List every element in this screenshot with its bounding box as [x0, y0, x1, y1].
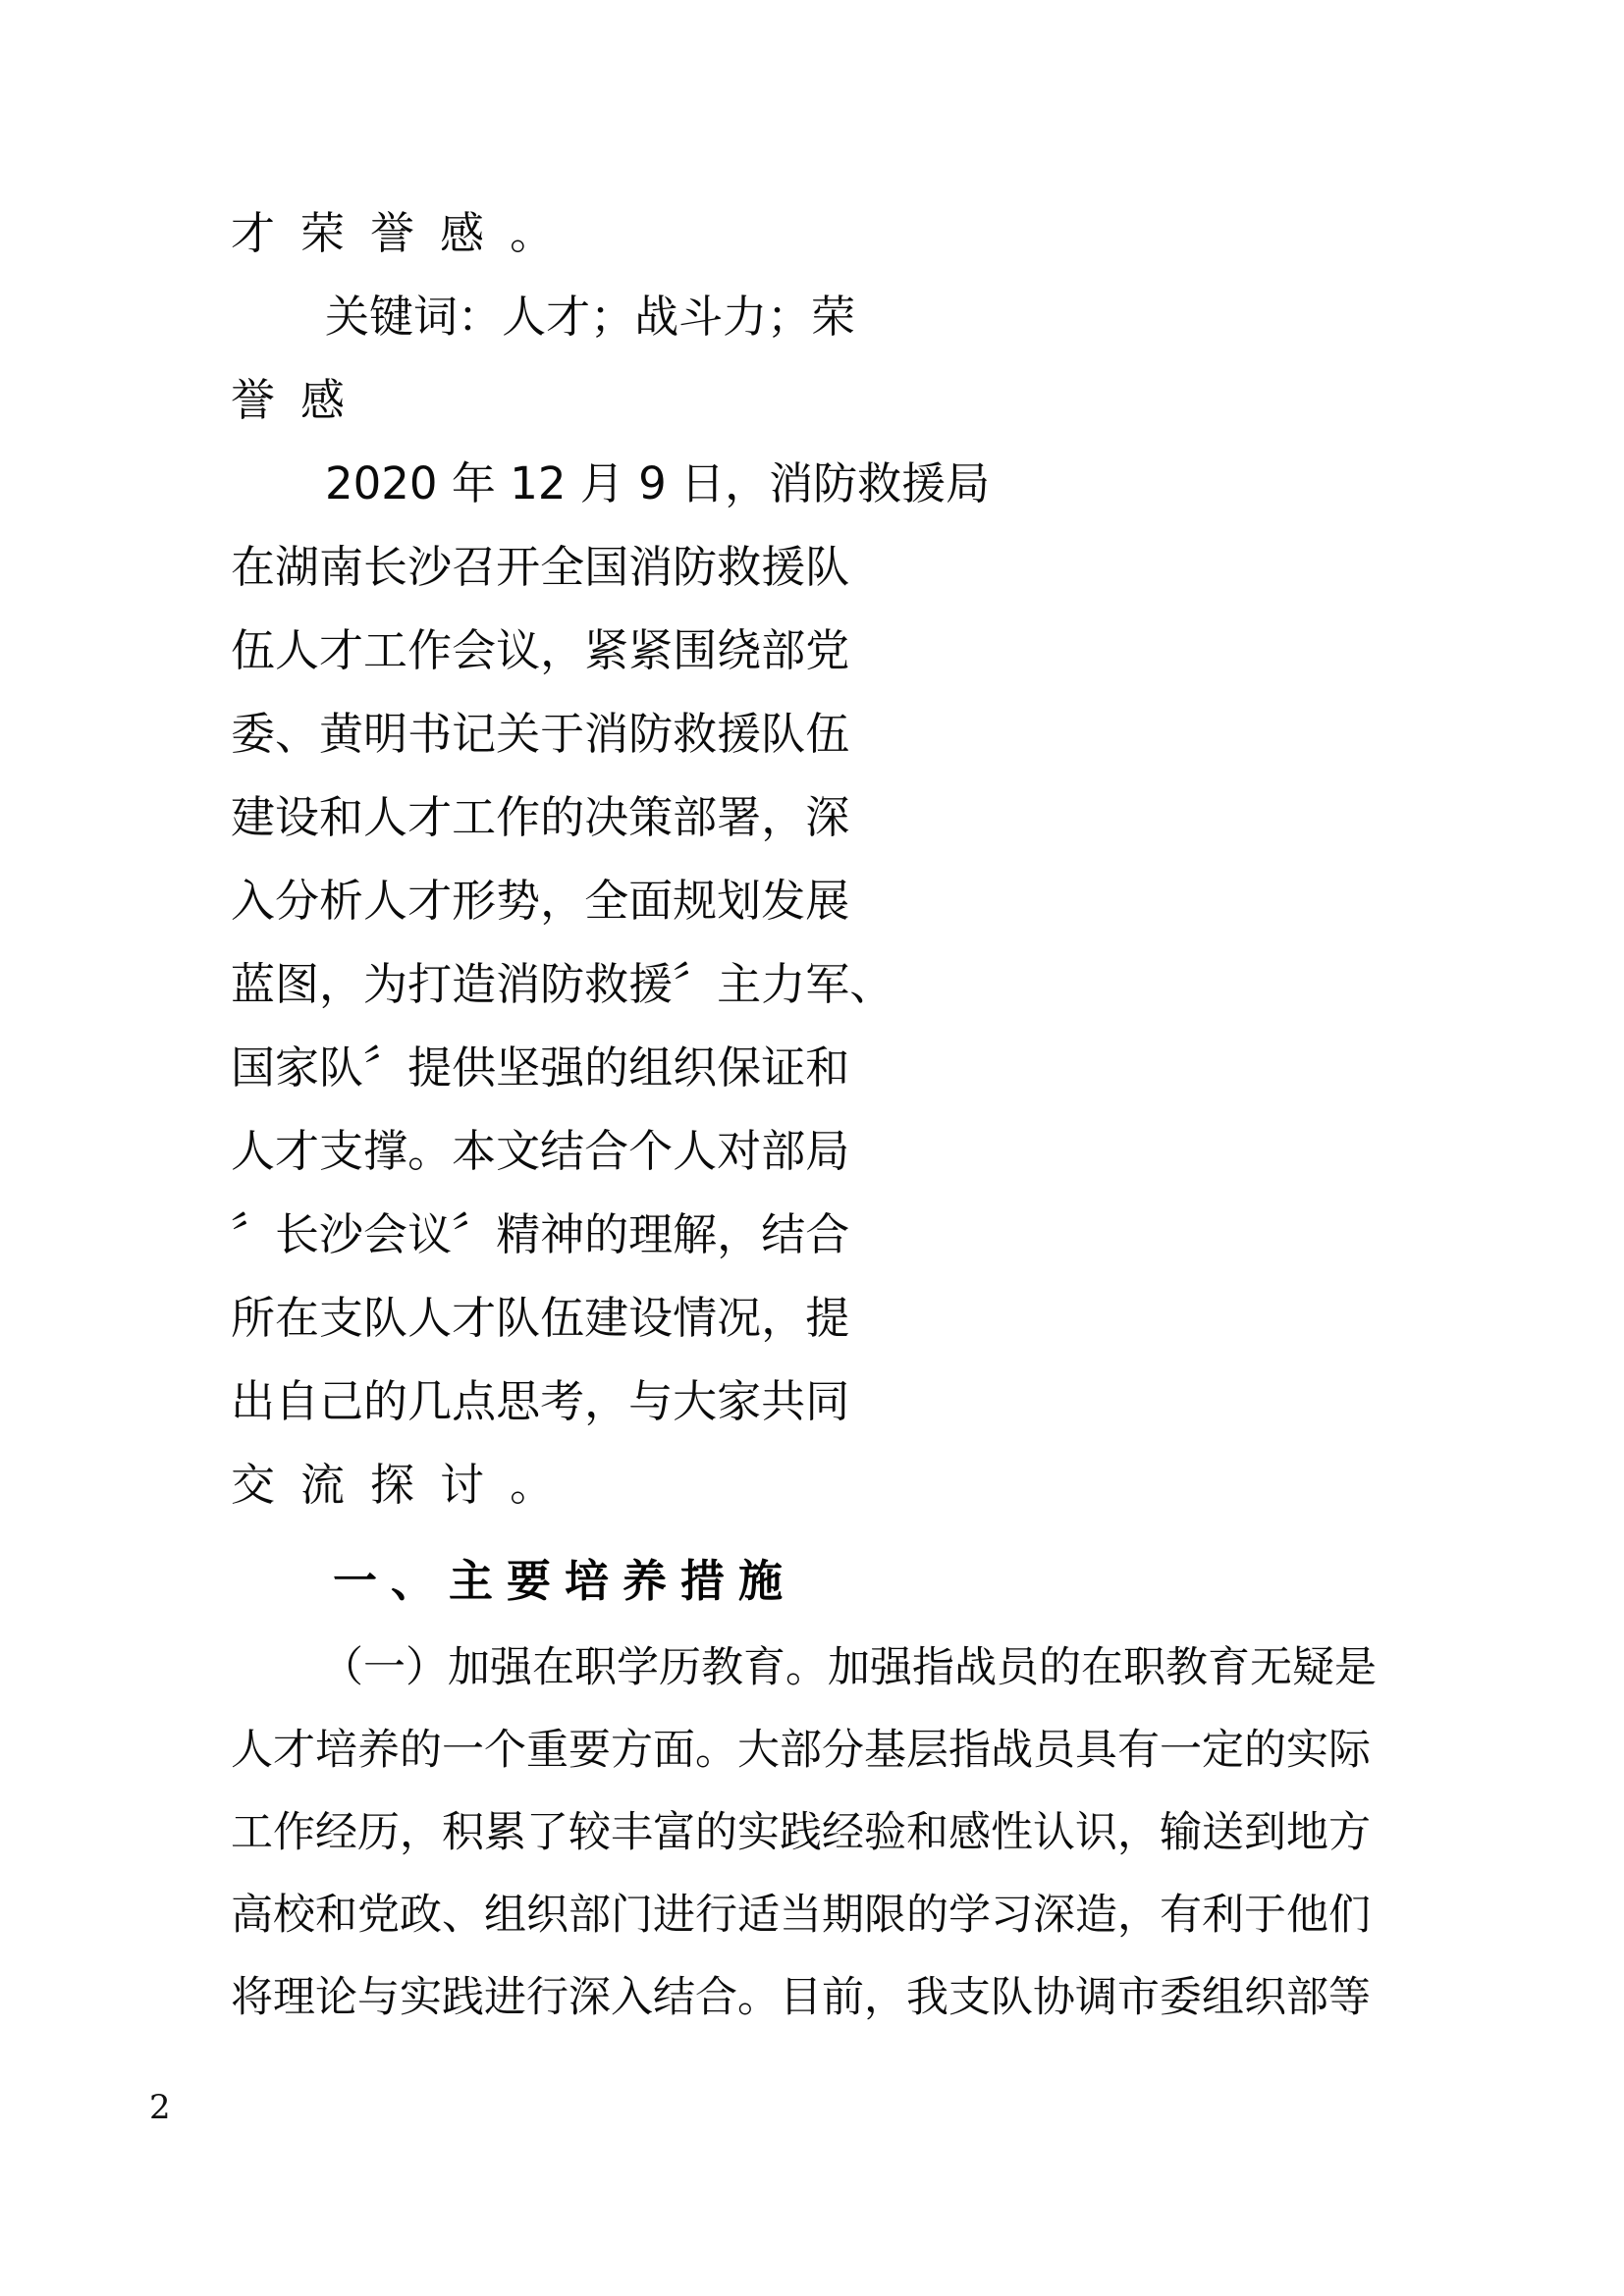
- abstract-tail-line: [231, 191, 1370, 275]
- glyph: 才: [231, 207, 301, 259]
- glyph: 书: [407, 708, 453, 760]
- glyph: 作: [407, 624, 453, 676]
- glyph: 才: [407, 791, 453, 843]
- glyph: 。: [510, 207, 580, 259]
- glyph: 日: [680, 457, 726, 509]
- glyph: 提: [805, 1292, 850, 1344]
- glyph: 队: [319, 1041, 364, 1094]
- glyph: 词: [413, 291, 459, 343]
- glyph: 会: [452, 624, 497, 676]
- glyph: 力: [723, 291, 768, 343]
- glyph: 部: [761, 624, 806, 676]
- glyph: 救: [717, 541, 762, 593]
- glyph: ，: [725, 457, 770, 509]
- glyph: 议: [496, 624, 541, 676]
- glyph: 人: [407, 1292, 453, 1344]
- glyph: 全: [584, 875, 629, 927]
- glyph: 湖: [275, 541, 320, 593]
- glyph: 的: [584, 1208, 629, 1260]
- glyph: 人: [673, 1125, 718, 1177]
- glyph: 救: [673, 708, 718, 760]
- glyph: 0: [352, 457, 382, 509]
- glyph: 消: [769, 457, 814, 509]
- glyph: 伍: [805, 708, 850, 760]
- body-paragraph: [231, 1627, 1377, 2039]
- glyph: 开: [496, 541, 541, 593]
- glyph: 〞: [363, 1041, 408, 1094]
- glyph: 解: [673, 1208, 718, 1260]
- glyph: 深: [805, 791, 850, 843]
- glyph: 同: [805, 1375, 850, 1427]
- glyph: 〞: [673, 958, 718, 1010]
- glyph: 几: [407, 1375, 453, 1427]
- glyph: 局: [946, 457, 991, 509]
- page-number: 2: [149, 2088, 171, 2127]
- intro-line: [231, 775, 1370, 859]
- glyph: 援: [761, 541, 806, 593]
- glyph: 工: [452, 791, 497, 843]
- glyph: 合: [805, 1208, 850, 1260]
- glyph: 明: [363, 708, 408, 760]
- glyph: [496, 442, 510, 525]
- glyph: ，: [540, 875, 585, 927]
- glyph: 的: [540, 791, 585, 843]
- glyph: 援: [717, 708, 762, 760]
- glyph: 强: [540, 1041, 585, 1094]
- glyph: 在: [275, 1292, 320, 1344]
- glyph: 工: [363, 624, 408, 676]
- glyph: 长: [275, 1208, 320, 1260]
- glyph: 支: [319, 1125, 364, 1177]
- glyph: 坚: [496, 1041, 541, 1094]
- glyph: 人: [231, 1125, 276, 1177]
- glyph: 探: [370, 1459, 441, 1511]
- glyph: 绕: [717, 624, 762, 676]
- glyph: 队: [363, 1292, 408, 1344]
- glyph: 0: [408, 457, 438, 509]
- glyph: 感: [300, 374, 371, 426]
- glyph: 荣: [811, 291, 856, 343]
- glyph: 入: [231, 875, 276, 927]
- glyph: 交: [231, 1459, 301, 1511]
- glyph: 大: [673, 1375, 718, 1427]
- glyph: 誉: [370, 207, 441, 259]
- glyph: [667, 442, 680, 525]
- glyph: 防: [540, 958, 585, 1010]
- glyph: 析: [319, 875, 364, 927]
- glyph: 才: [407, 875, 453, 927]
- glyph: ，: [761, 791, 806, 843]
- glyph: 年: [451, 457, 496, 509]
- glyph: 人: [502, 291, 547, 343]
- glyph: 与: [628, 1375, 674, 1427]
- glyph: 考: [540, 1375, 585, 1427]
- glyph: 。: [510, 1459, 580, 1511]
- glyph: 消: [584, 708, 629, 760]
- glyph: 结: [540, 1125, 585, 1177]
- glyph: 于: [540, 708, 585, 760]
- glyph: 图: [275, 958, 320, 1010]
- glyph: 会: [363, 1208, 408, 1260]
- glyph: 才: [275, 1125, 320, 1177]
- glyph: 文: [496, 1125, 541, 1177]
- glyph: 策: [628, 791, 674, 843]
- glyph: 救: [584, 958, 629, 1010]
- intro-line: [231, 1276, 1370, 1360]
- glyph: 分: [275, 875, 320, 927]
- glyph: 的: [584, 1041, 629, 1094]
- glyph: ；: [767, 291, 812, 343]
- glyph: ，: [717, 1208, 762, 1260]
- glyph: 队: [805, 541, 850, 593]
- glyph: 设: [275, 791, 320, 843]
- glyph: 情: [673, 1292, 718, 1344]
- glyph: 部: [673, 791, 718, 843]
- glyph: 沙: [319, 1208, 364, 1260]
- body-line: 将理论与实践进行深入结合。目前，我支队协调市委组织部等: [231, 1973, 1371, 2022]
- glyph: 和: [319, 791, 364, 843]
- intro-line: [231, 1360, 1370, 1443]
- glyph: 本: [452, 1125, 497, 1177]
- glyph: 伍: [231, 624, 276, 676]
- glyph: 的: [363, 1375, 408, 1427]
- spacer: [231, 1526, 1370, 1536]
- glyph: 出: [231, 1375, 276, 1427]
- glyph: 流: [300, 1459, 371, 1511]
- glyph: 力: [761, 958, 806, 1010]
- glyph: 消: [628, 541, 674, 593]
- glyph: 键: [369, 291, 414, 343]
- intro-line: [231, 1443, 1370, 1526]
- glyph: 况: [717, 1292, 762, 1344]
- glyph: ：: [458, 291, 503, 343]
- glyph: 1: [510, 457, 538, 509]
- glyph: 供: [452, 1041, 497, 1094]
- glyph: 才: [319, 624, 364, 676]
- glyph: 关: [496, 708, 541, 760]
- glyph: 对: [717, 1125, 762, 1177]
- glyph: 支: [319, 1292, 364, 1344]
- glyph: 点: [452, 1375, 497, 1427]
- body-line: 人才培养的一个重要方面。大部分基层指战员具有一定的实际: [231, 1726, 1371, 1775]
- glyph: 打: [407, 958, 453, 1010]
- glyph: 、: [849, 958, 894, 1010]
- glyph: 在: [231, 541, 276, 593]
- glyph: 黄: [319, 708, 364, 760]
- glyph: 讨: [440, 1459, 511, 1511]
- glyph: 和: [805, 1041, 850, 1094]
- intro-line: [231, 1109, 1370, 1193]
- glyph: ，: [584, 1375, 629, 1427]
- intro-paragraph: [231, 442, 1370, 1526]
- keywords-paragraph: [231, 275, 1370, 442]
- intro-line: [231, 525, 1370, 609]
- glyph: 局: [805, 1125, 850, 1177]
- glyph: 个: [628, 1125, 674, 1177]
- body-line: 高校和党政、组织部门进行适当期限的学习深造，有利于他们: [231, 1891, 1371, 1940]
- glyph: 共: [761, 1375, 806, 1427]
- glyph: 2: [537, 457, 567, 509]
- glyph: 战: [634, 291, 679, 343]
- glyph: 国: [231, 1041, 276, 1094]
- glyph: ，: [761, 1292, 806, 1344]
- glyph: 家: [717, 1375, 762, 1427]
- glyph: 所: [231, 1292, 276, 1344]
- glyph: 才: [452, 1292, 497, 1344]
- glyph: 势: [496, 875, 541, 927]
- glyph: 斗: [678, 291, 724, 343]
- intro-line: [231, 1193, 1370, 1276]
- intro-line: [231, 859, 1370, 942]
- glyph: [624, 442, 638, 525]
- body-line: （一）加强在职学历教育。加强指战员的在职教育无疑是: [321, 1643, 1377, 1692]
- glyph: 织: [673, 1041, 718, 1094]
- glyph: 发: [761, 875, 806, 927]
- glyph: 援: [901, 457, 947, 509]
- glyph: 记: [452, 708, 497, 760]
- glyph: 规: [673, 875, 718, 927]
- glyph: ，: [319, 958, 364, 1010]
- glyph: 伍: [540, 1292, 585, 1344]
- glyph: 保: [717, 1041, 762, 1094]
- glyph: 沙: [407, 541, 453, 593]
- glyph: 划: [717, 875, 762, 927]
- intro-line: [231, 1026, 1370, 1109]
- glyph: 。: [407, 1125, 453, 1177]
- glyph: 围: [673, 624, 718, 676]
- glyph: 防: [813, 457, 858, 509]
- glyph: 撑: [363, 1125, 408, 1177]
- glyph: 造: [452, 958, 497, 1010]
- glyph: 长: [363, 541, 408, 593]
- glyph: 委: [231, 708, 276, 760]
- glyph: 党: [805, 624, 850, 676]
- glyph: 誉: [231, 374, 301, 426]
- keywords-line-2: [231, 358, 1370, 442]
- glyph: 9: [638, 457, 667, 509]
- intro-line: [231, 692, 1370, 775]
- glyph: 人: [363, 791, 408, 843]
- glyph: ，: [540, 624, 585, 676]
- glyph: 合: [584, 1125, 629, 1177]
- section-heading: 一、主要培养措施: [333, 1555, 797, 1607]
- glyph: 建: [584, 1292, 629, 1344]
- glyph: 国: [584, 541, 629, 593]
- glyph: 2: [381, 457, 409, 509]
- glyph: 理: [628, 1208, 674, 1260]
- glyph: 部: [761, 1125, 806, 1177]
- glyph: 设: [628, 1292, 674, 1344]
- glyph: 形: [452, 875, 497, 927]
- page-content: [231, 191, 1377, 2039]
- glyph: 精: [496, 1208, 541, 1260]
- glyph: 思: [496, 1375, 541, 1427]
- glyph: 神: [540, 1208, 585, 1260]
- glyph: 〞: [231, 1208, 276, 1260]
- glyph: 2: [325, 457, 353, 509]
- glyph: 月: [579, 457, 624, 509]
- body-line: 工作经历，积累了较丰富的实践经验和感性认识，输送到地方: [231, 1808, 1371, 1857]
- glyph: 关: [325, 291, 370, 343]
- glyph: 、: [275, 708, 320, 760]
- glyph: 全: [540, 541, 585, 593]
- glyph: 自: [275, 1375, 320, 1427]
- glyph: 建: [231, 791, 276, 843]
- glyph: 〞: [452, 1208, 497, 1260]
- intro-line: [231, 942, 1370, 1026]
- glyph: 援: [628, 958, 674, 1010]
- glyph: 结: [761, 1208, 806, 1260]
- glyph: 消: [496, 958, 541, 1010]
- glyph: 组: [628, 1041, 674, 1094]
- glyph: 队: [761, 708, 806, 760]
- glyph: 展: [805, 875, 850, 927]
- glyph: 作: [496, 791, 541, 843]
- glyph: 蓝: [231, 958, 276, 1010]
- glyph: 为: [363, 958, 408, 1010]
- glyph: ；: [590, 291, 635, 343]
- glyph: 防: [628, 708, 674, 760]
- glyph: 议: [407, 1208, 453, 1260]
- glyph: 主: [717, 958, 762, 1010]
- glyph: 人: [275, 624, 320, 676]
- glyph: 面: [628, 875, 674, 927]
- glyph: 家: [275, 1041, 320, 1094]
- glyph: 召: [452, 541, 497, 593]
- glyph: 救: [857, 457, 902, 509]
- glyph: 感: [440, 207, 511, 259]
- glyph: 提: [407, 1041, 453, 1094]
- glyph: 决: [584, 791, 629, 843]
- glyph: 防: [673, 541, 718, 593]
- glyph: [438, 442, 452, 525]
- intro-line: [231, 609, 1370, 692]
- keywords-line-1: [231, 275, 1370, 358]
- glyph: 证: [761, 1041, 806, 1094]
- glyph: 人: [363, 875, 408, 927]
- intro-line: [231, 442, 1370, 525]
- glyph: 军: [805, 958, 850, 1010]
- glyph: [566, 442, 579, 525]
- glyph: 署: [717, 791, 762, 843]
- glyph: 南: [319, 541, 364, 593]
- glyph: 队: [496, 1292, 541, 1344]
- glyph: 荣: [300, 207, 371, 259]
- glyph: 紧: [628, 624, 674, 676]
- abstract-tail-paragraph: [231, 191, 1370, 275]
- glyph: 紧: [584, 624, 629, 676]
- glyph: 才: [546, 291, 591, 343]
- glyph: 己: [319, 1375, 364, 1427]
